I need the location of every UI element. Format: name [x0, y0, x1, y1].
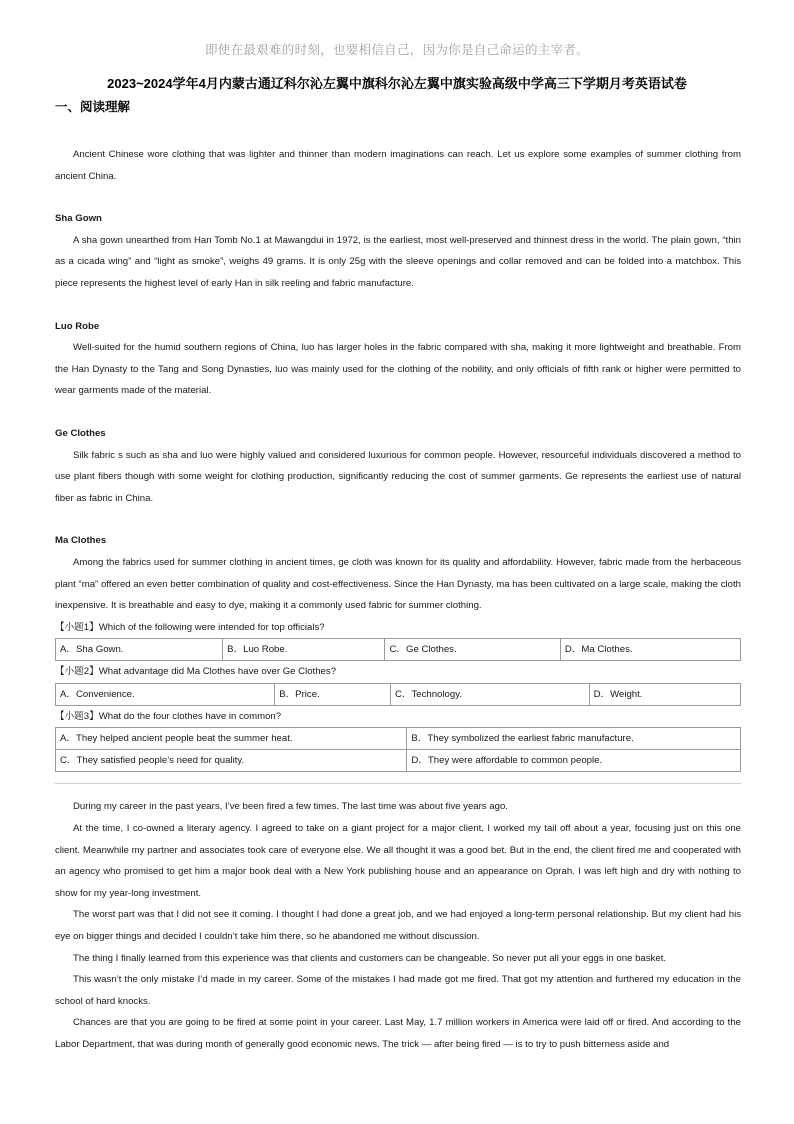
q1-option-b[interactable]: B．Luo Robe.	[223, 639, 385, 661]
question-1-stem: 【小题1】Which of the following were intended for top officials?	[55, 621, 325, 633]
q1-option-d[interactable]: D．Ma Clothes.	[560, 639, 740, 661]
q2-option-b[interactable]: B．Price.	[275, 683, 391, 705]
q3-option-a[interactable]: A．They helped ancient people beat the summer heat.	[56, 728, 407, 750]
q1-option-a[interactable]: A．Sha Gown.	[56, 639, 223, 661]
section-heading-ge: Ge Clothes	[55, 427, 106, 439]
passage2-paragraph: During my career in the past years, I’ve been fired a few times. The last time was about five years ago.	[73, 801, 508, 813]
section-heading-luo: Luo Robe	[55, 320, 100, 332]
q1-option-c[interactable]: C．Ge Clothes.	[385, 639, 560, 661]
section-text-luo: Well-suited for the humid southern regions of China, luo has larger holes in the fabric compared with sha, making it more lightweight and breathable. From the Han Dynasty to the Tang and Song Dynasties, luo was mainly used for the clothing of the nobility, and only officials of fifth rank or higher were permitted to wear garments made of the material.	[55, 342, 741, 397]
section-text-ge: Silk fabric s such as sha and luo were highly valued and considered luxurious for common people. However, resourceful individuals discovered a method to use plant fibers though with some weight for clothing production, significantly reducing the cost of summer garments. Ge represents the earliest use of natural fiber as fabric in China.	[55, 449, 741, 504]
q2-option-a[interactable]: A．Convenience.	[56, 683, 275, 705]
section-text-sha: A sha gown unearthed from Han Tomb No.1 at Mawangdui in 1972, is the earliest, most well-preserved and thinnest dress in the world. The plain gown, “thin as a cicada wing” and “light as smoke”, weighs 49 grams. It is only 25g with the sleeve openings and collar removed and can be folded into a matchbox. This piece represents the highest level of early Han in silk reeling and fabric manufacture.	[55, 234, 741, 289]
passage-intro: Ancient Chinese wore clothing that was lighter and thinner than modern imaginations can reach. Let us explore some examples of summer clothing from ancient China.	[55, 149, 741, 182]
passage2-paragraph: This wasn’t the only mistake I’d made in my career. Some of the mistakes I had made got me fired. That got my attention and furthered my education in the school of hard knocks.	[55, 974, 741, 1007]
q2-option-c[interactable]: C．Technology.	[390, 683, 589, 705]
passage-two	[55, 796, 741, 1055]
passage2-paragraph: Chances are that you are going to be fired at some point in your career. Last May, 1.7 million workers in America were laid off or fired. And according to the Labor Department, that was during month of generally good economic news. The trick — after being fired — is to try to push bitterness aside and	[55, 1017, 741, 1050]
exam-title: 2023~2024学年4月内蒙古通辽科尔沁左翼中旗科尔沁左翼中旗实验高级中学高三下学期月考英语试卷	[107, 76, 687, 91]
question-1-options	[55, 638, 741, 661]
passage-one	[55, 144, 741, 1056]
q3-option-b[interactable]: B．They symbolized the earliest fabric manufacture.	[407, 728, 741, 750]
section-divider	[55, 783, 741, 784]
question-3-options	[55, 727, 741, 772]
section-text-ma: Among the fabrics used for summer clothing in ancient times, ge cloth was known for its quality and affordability. However, fabric made from the herbaceous plant “ma” offered an even better combination of quality and cost-effectiveness. Since the Han Dynasty, ma has been cultivated on a large scale, making the cloth inexpensive. It is breathable and easy to dye, making it a commonly used fabric for summer clothing.	[55, 556, 741, 612]
question-2-options	[55, 683, 741, 706]
q2-option-d[interactable]: D．Weight.	[589, 683, 740, 705]
passage2-paragraph: The thing I finally learned from this experience was that clients and customers can be changeable. So never put all your eggs in one basket.	[73, 952, 667, 964]
header-motto: 即使在最艰难的时刻，也要相信自己，因为你是自己命运的主宰者。	[204, 43, 589, 57]
section-heading-sha: Sha Gown	[55, 213, 102, 225]
q3-option-d[interactable]: D．They were affordable to common people.	[407, 750, 741, 772]
passage2-paragraph: At the time, I co-owned a literary agency. I agreed to take on a giant project for a major client. I worked my tail off about a year, focusing just on this one client. Meanwhile my partner and associates took care of everyone else. We all thought it was a good bet. But in the end, the client fired me and cooperated with an agency who promised to get him a major book deal with a New York publishing house and an appearance on Oprah. I was left high and dry with nothing to show for my year-long investment.	[55, 823, 741, 899]
passage2-paragraph: The worst part was that I did not see it coming. I thought I had done a great job, and we had enjoyed a long-term personal relationship. But my client had his eye on bigger things and decided I couldn’t take him there, so he abandoned me without discussion.	[55, 909, 741, 943]
question-2-stem: 【小题2】What advantage did Ma Clothes have over Ge Clothes?	[55, 666, 337, 678]
section-heading-ma: Ma Clothes	[55, 535, 107, 547]
question-3-stem: 【小题3】What do the four clothes have in common?	[55, 710, 282, 722]
q3-option-c[interactable]: C．They satisfied people’s need for quality.	[56, 750, 407, 772]
section-heading: 一、阅读理解	[55, 100, 131, 114]
